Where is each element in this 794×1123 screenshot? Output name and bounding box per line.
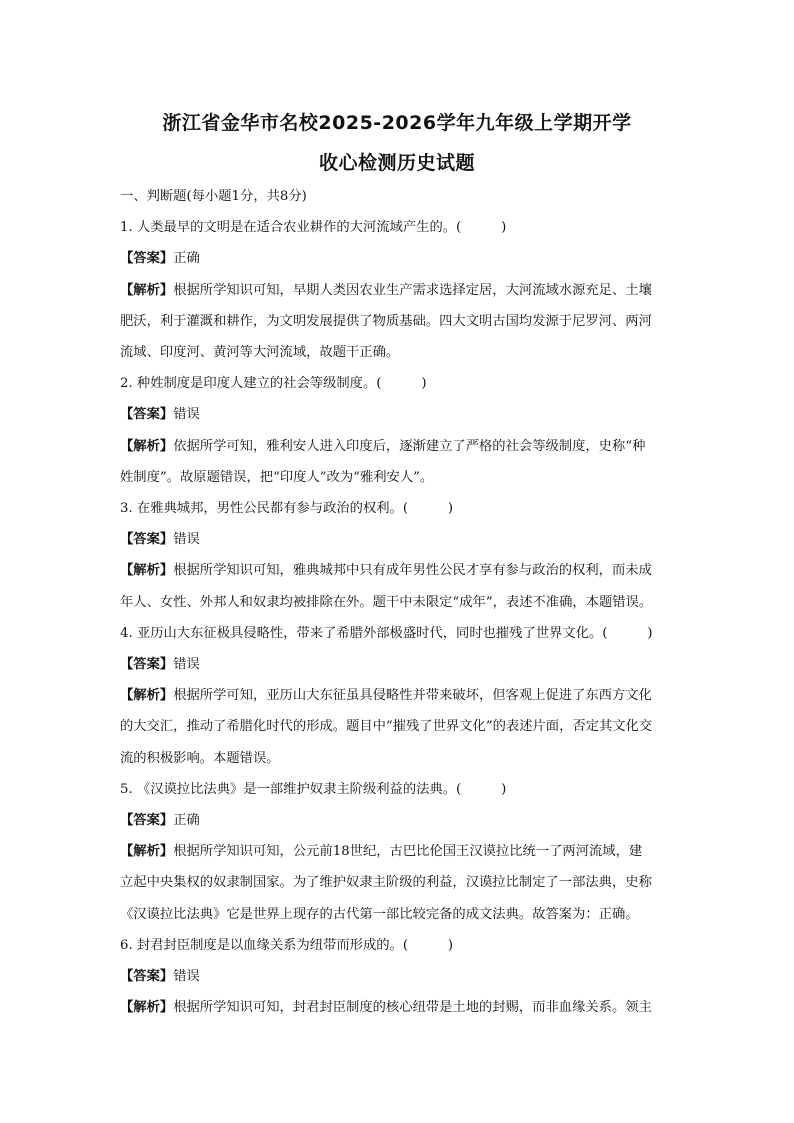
- answer-tag: 【答案】: [120, 532, 174, 547]
- analysis-line: 肥沃，利于灌溉和耕作，为文明发展提供了物质基础。四大文明古国均发源于尼罗河、两河: [120, 314, 652, 329]
- analysis-line: 流域、印度河、黄河等大河流域，故题干正确。: [120, 345, 400, 360]
- answer-line: [120, 250, 680, 268]
- analysis-line: 流的积极影响。本题错误。: [120, 751, 280, 766]
- analysis-line: [120, 438, 680, 456]
- question-text: 5. 《汉谟拉比法典》是一部维护奴隶主阶级利益的法典。( ): [120, 782, 507, 797]
- document-title-line2: 收心检测历史试题: [318, 152, 475, 174]
- answer-value: 错误: [173, 407, 200, 422]
- answer-line: [120, 812, 680, 830]
- answer-value: 错误: [173, 657, 200, 672]
- section-heading: 一、判断题(每小题1分，共8分): [120, 189, 307, 204]
- answer-line: [120, 406, 680, 424]
- analysis-text: 根据所学知识可知，公元前18世纪，古巴比伦国王汉谟拉比统一了两河流域，建: [173, 844, 643, 859]
- answer-value: 正确: [173, 251, 200, 266]
- analysis-text: 依据所学可知，雅利安人进入印度后，逐渐建立了严格的社会等级制度，史称“种: [173, 439, 646, 454]
- document-title-line1: 浙江省金华市名校2025-2026学年九年级上学期开学: [162, 112, 632, 134]
- analysis-line: [120, 282, 680, 300]
- analysis-text: 根据所学知识可知，雅典城邦中只有成年男性公民才享有参与政治的权利，而未成: [173, 563, 652, 578]
- answer-tag: 【答案】: [120, 969, 174, 984]
- analysis-tag: 【解析】: [120, 439, 174, 454]
- analysis-tag: 【解析】: [120, 688, 174, 703]
- answer-tag: 【答案】: [120, 407, 174, 422]
- analysis-tag: 【解析】: [120, 844, 174, 859]
- analysis-line: [120, 843, 680, 861]
- analysis-line: 年人、女性、外邦人和奴隶均被排除在外。题干中未限定“成年”，表述不准确，本题错误。: [120, 595, 653, 610]
- analysis-tag: 【解析】: [120, 283, 174, 298]
- analysis-line: 《汉谟拉比法典》它是世界上现存的古代第一部比较完备的成文法典。故答案为：正确。: [120, 907, 639, 922]
- analysis-line: [120, 562, 680, 580]
- question-text: 6. 封君封臣制度是以血缘关系为纽带而形成的。( ): [120, 938, 454, 953]
- analysis-text: 根据所学知识可知，封君封臣制度的核心纽带是土地的封赐，而非血缘关系。领主: [173, 1000, 652, 1015]
- question-text: 1. 人类最早的文明是在适合农业耕作的大河流域产生的。( ): [120, 220, 507, 235]
- answer-value: 错误: [173, 532, 200, 547]
- answer-tag: 【答案】: [120, 251, 174, 266]
- analysis-line: 姓制度”。故原题错误，把“印度人”改为“雅利安人”。: [120, 470, 434, 485]
- analysis-line: 立起中央集权的奴隶制国家。为了维护奴隶主阶级的利益，汉谟拉比制定了一部法典，史称: [120, 875, 652, 890]
- analysis-line: 的大交汇，推动了希腊化时代的形成。题目中“摧残了世界文化”的表述片面，否定其文化交: [120, 719, 653, 734]
- analysis-line: [120, 687, 680, 705]
- question-text: 3. 在雅典城邦，男性公民都有参与政治的权利。( ): [120, 501, 454, 516]
- analysis-text: 根据所学可知，亚历山大东征虽具侵略性并带来破坏，但客观上促进了东西方文化: [173, 688, 652, 703]
- answer-value: 错误: [173, 969, 200, 984]
- analysis-tag: 【解析】: [120, 1000, 174, 1015]
- answer-line: [120, 531, 680, 549]
- answer-value: 正确: [173, 813, 200, 828]
- analysis-line: [120, 999, 680, 1017]
- answer-line: [120, 656, 680, 674]
- analysis-text: 根据所学知识可知，早期人类因农业生产需求选择定居，大河流域水源充足、土壤: [173, 283, 652, 298]
- answer-tag: 【答案】: [120, 813, 174, 828]
- answer-line: [120, 968, 680, 986]
- answer-tag: 【答案】: [120, 657, 174, 672]
- analysis-tag: 【解析】: [120, 563, 174, 578]
- question-text: 2. 种姓制度是印度人建立的社会等级制度。( ): [120, 376, 427, 391]
- question-text: 4. 亚历山大东征极具侵略性，带来了希腊外部极盛时代，同时也摧残了世界文化。( ): [120, 626, 653, 641]
